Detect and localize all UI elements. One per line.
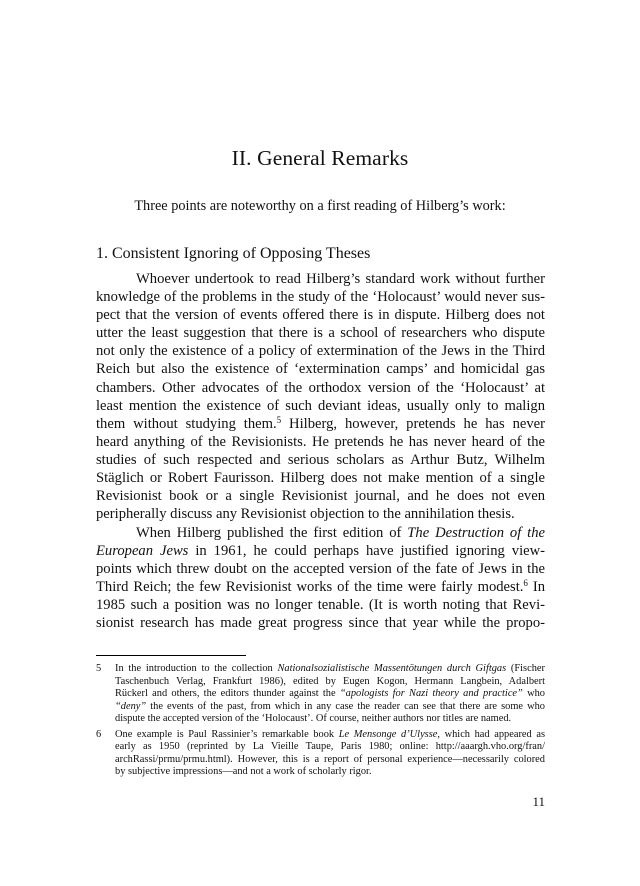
text-run: When Hilberg published the first edition of [136,525,408,541]
page-number: 11 [532,794,545,809]
text-line: Reich but also the existence of ‘extermination camps’ and homicidal gas [96,361,545,378]
text-line: 1985 such a position was no longer tenable. (It is worth noting that Revi- [96,597,545,614]
footnote-ref-5: 5 [276,414,282,425]
text-line: early as 1950 (reprinted by La Vieille Taupe, Paris 1980; online: http://aaargh.vho.org/fran/ [115,741,545,752]
text-line [96,415,545,433]
text-line: studies of such respected and serious scholars as Arthur Butz, Wilhelm [96,451,545,468]
text-run: them without studying them. [96,415,277,432]
text-line: utter the least suggestion that there is a school of researchers who dispute [96,325,545,342]
text-run: , which had appeared as [437,728,545,740]
paragraph-1 [96,270,545,523]
footnote-text [115,729,545,779]
text-line: pect that the version of events offered there is in dispute. Hilberg does not [96,307,545,324]
text-line: heard anything of the Revisionists. He pretends he has never heard of the [96,433,545,450]
text-line [96,524,545,542]
footnote-number: 6 [96,728,102,740]
text-line: knowledge of the problems in the study of the ‘Holocaust’ would never sus- [96,289,545,306]
text-line: points which threw doubt on the accepted version of the fate of Jews in the [96,561,545,578]
text-line [115,688,545,701]
text-run: Hilberg, however, pretends he has never [281,415,545,432]
text-run: One example is Paul Rassinier’s remarkable book [115,728,339,740]
footnote-text [115,663,545,726]
quotation: “deny” [115,700,147,712]
text-line [115,663,545,676]
book-title: European Jews [96,543,189,560]
footnote-number: 5 [96,663,102,674]
text-line [96,542,545,560]
text-line: Taschenbuch Verlag, Frankfurt 1986), edited by Eugen Kogon, Hermann Langbein, Adalbert [115,675,545,687]
text-line [96,578,545,596]
text-run: Rückerl and others, the editors thunder against the [115,688,340,699]
book-title: The Destruction of the [407,525,545,541]
text-run: In the introduction to the collection [115,663,278,674]
footnote-divider [96,655,246,656]
footnote-5 [96,663,545,726]
book-title: Le Mensonge d’Ulysse [338,728,438,740]
text-line: dispute the accepted version of the ‘Holocaust’. Of course, neither authors nor titles are named. [115,713,512,724]
intro-sentence: Three points are noteworthy on a first reading of Hilberg’s work: [134,198,506,214]
text-line: by subjective impressions—and not a work of scholarly rigor. [115,766,372,777]
text-run: (Fischer [506,663,545,674]
footnote-6 [96,729,545,779]
text-line: least mention the existence of such deviant ideas, usually only to malign [96,397,545,414]
text-line: Revisionist book or a single Revisionist journal, and he does not even [96,488,545,505]
text-line: sionist research has made great progress since that year while the propo- [96,615,545,632]
text-line [115,729,545,742]
book-title: Nationalsozialistische Massentötungen durch Giftgas [277,663,507,674]
text-line: archRassi/prmu/prmu.html). However, this is a report of personal experience—necessarily colored [115,753,545,765]
text-run: Third Reich; the few Revisionist works of the time were fairly modest. [96,579,524,596]
chapter-title: II. General Remarks [231,146,409,170]
text-line: peripherally discuss any Revisionist objection to the annihilation thesis. [96,506,515,523]
text-line: chambers. Other advocates of the orthodox version of the ‘Holocaust’ at [96,379,545,396]
text-line [115,701,545,714]
text-run: In [527,579,545,596]
text-line: Stäglich or Robert Faurisson. Hilberg does not make mention of a single [96,470,545,487]
paragraph-2 [96,524,545,633]
text-run: in 1961, he could perhaps have justified ignoring view- [188,543,546,560]
section-heading: 1. Consistent Ignoring of Opposing Theses [96,245,371,262]
text-run: who [522,688,545,699]
footnote-ref-6: 6 [523,578,528,589]
text-run: the events of the past, from which in any case the reader can see that there are some who [146,700,545,712]
footnotes [96,663,545,782]
quotation: “apologists for Nazi theory and practice” [339,688,523,699]
text-line: not only the existence of a policy of extermination of the Jews in the Third [96,343,545,360]
text-line: Whoever undertook to read Hilberg’s standard work without further [136,271,545,287]
